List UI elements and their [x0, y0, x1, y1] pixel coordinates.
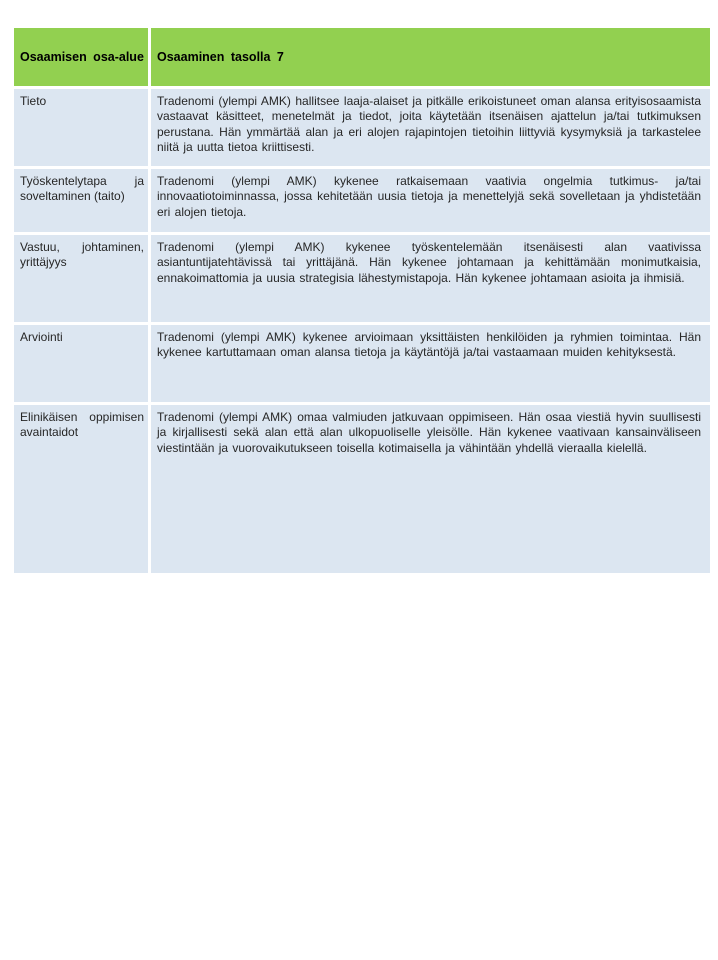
table-row-1-area: Tieto: [14, 89, 148, 166]
header-cell-competency-area-label: Osaamisen osa-alue: [20, 49, 144, 64]
header-cell-level-7-label: Osaaminen tasolla 7: [157, 49, 284, 64]
header-cell-competency-area: [14, 28, 148, 86]
table-row-3-area: Vastuu, johtaminen, yrittäjyys: [14, 235, 148, 322]
table-row-2-description: Tradenomi (ylempi AMK) kykenee ratkaisemaan vaativia ongelmia tutkimus- ja/tai innovaatiotoiminnassa, jossa kehitetään uusia tietoja ja menettelyjä sekä sovelletaan ja yhdistetään eri alojen tietoja.: [151, 169, 710, 232]
table-row-5-area: Elinikäisen oppimisen avaintaidot: [14, 405, 148, 573]
header-cell-level-7: [151, 28, 710, 86]
table-row-3-description: Tradenomi (ylempi AMK) kykenee työskentelemään itsenäisesti alan vaativissa asiantuntijatehtävissä tai yrittäjänä. Hän kykenee johtamaan ja kehittämään monimutkaisia, ennakoimattomia ja uusia strategisia lähestymistapoja. Hän kykenee johtamaan asioita ja ihmisiä.: [151, 235, 710, 322]
table-row-4-area: Arviointi: [14, 325, 148, 402]
table-row-2-area: Työskentelytapa ja soveltaminen (taito): [14, 169, 148, 232]
competency-table: [14, 28, 710, 573]
table-row-5-description: Tradenomi (ylempi AMK) omaa valmiuden jatkuvaan oppimiseen. Hän osaa viestiä hyvin suullisesti ja kirjallisesti sekä alan että alan ulkopuoliselle yleisölle. Hän kykenee vaativaan kansainväliseen viestintään ja vuorovaikutukseen toisella kotimaisella ja vähintään yhdellä vieraalla kielellä.: [151, 405, 710, 573]
table-row-4-description: Tradenomi (ylempi AMK) kykenee arvioimaan yksittäisten henkilöiden ja ryhmien toimintaa. Hän kykenee kartuttamaan oman alansa tietoja ja käytäntöjä ja/tai vastaamaan muiden kehityksestä.: [151, 325, 710, 402]
table-row-1-description: Tradenomi (ylempi AMK) hallitsee laaja-alaiset ja pitkälle erikoistuneet oman alansa erityisosaamista vastaavat käsitteet, menetelmät ja tiedot, joita käytetään itsenäisen ajattelun ja/tai tutkimuksen perustana. Hän ymmärtää alan ja eri alojen rajapintojen tietoihin liittyviä kysymyksiä ja tarkastelee niitä ja uutta tietoa kriittisesti.: [151, 89, 710, 166]
